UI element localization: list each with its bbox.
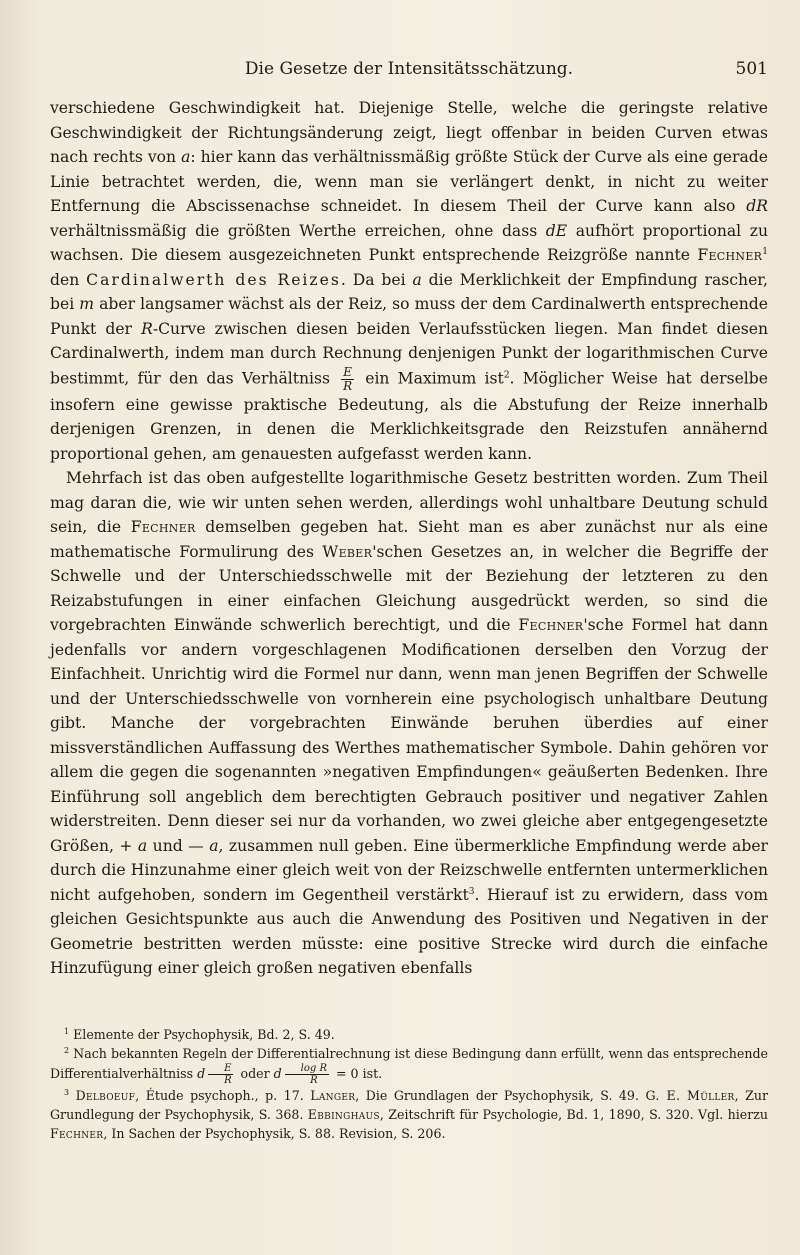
- text-fragment: , Zeitschrift für Psychologie, Bd. 1, 1890, S. 320. Vgl. hierzu: [379, 1107, 768, 1122]
- footnote-1: [50, 1025, 768, 1044]
- fraction-numerator: log R: [285, 1063, 329, 1075]
- author-name: Fechner: [518, 616, 584, 634]
- running-title: Die Gesetze der Intensitätsschätzung.: [244, 59, 574, 79]
- footnote-ref-1: 1: [762, 247, 768, 257]
- footnotes: [50, 1025, 768, 1143]
- fraction-logr-over-r: [285, 1063, 329, 1086]
- text-fragment: d: [273, 1066, 282, 1081]
- text-fragment: demselben gegeben hat. Sieht man es aber zunächst nur als eine mathematische Formulirung des: [50, 518, 768, 561]
- footnote-3: [50, 1086, 768, 1143]
- fraction-e-over-r: [208, 1063, 233, 1086]
- body-text: [50, 96, 768, 981]
- paragraph-1: [50, 96, 768, 466]
- text-fragment: 'sche Formel hat dann jedenfalls vor andern vorgeschlagenen Modificationen derselben den Vorzug der Einfachheit. Unrichtig wird die Formel nur dann, wenn man jenen Begriffen der Schwelle und der Unterschiedsschwelle von vornherein eine psychologisch unhaltbare Deutung gibt. Manche der vorgebrachten Einwände beruhen überdies auf einer missverständlichen Auffassung des Werthes mathematischer Symbole. Dahin gehören vor allem die gegen die sogenannten »negativen Empfindungen« geäußerten Bedenken. Ihre Einführung soll angeblich dem berechtigten Gebrauch positiver und negativer Zahlen widerstreiten. Denn dieser sei nur da vorhanden, wo zwei gleiche aber entgegengesetzte Größen,: [50, 616, 768, 855]
- text-fragment: Elemente der Psychophysik, Bd. 2, S. 49.: [69, 1027, 335, 1042]
- text-fragment: aber langsamer wächst als der Reiz, so muss der dem Cardinalwerth entsprechende Punkt der: [50, 295, 769, 338]
- paragraph-2: [50, 466, 768, 981]
- text-fragment: die Merklichkeit der Empfindung rascher, bei: [50, 270, 768, 313]
- fraction-denominator: R: [224, 1075, 232, 1086]
- author-name: Weber: [322, 542, 373, 561]
- text-fragment: , Die Grundlagen der Psychophysik, S. 49.: [355, 1088, 646, 1103]
- fraction-denominator: R: [343, 378, 353, 393]
- text-fragment: Nach bekannten Regeln der Differentialrechnung ist diese Bedingung dann erfüllt, wenn das entsprechende Differentialverhältniss: [50, 1046, 768, 1081]
- text-fragment: Fechner: [50, 1126, 104, 1141]
- text-fragment: — a: [188, 836, 219, 855]
- text-fragment: . Da bei: [340, 270, 413, 289]
- text-fragment: , In Sachen der Psychophysik, S. 88. Revision, S. 206.: [103, 1126, 446, 1141]
- fraction-denominator: R: [310, 1075, 318, 1086]
- text-fragment: = 0 ist.: [332, 1066, 383, 1081]
- text-fragment: m: [79, 295, 95, 313]
- fraction-numerator: E: [208, 1063, 233, 1075]
- fraction-e-over-r: [341, 366, 354, 393]
- fraction-numerator: E: [343, 364, 353, 379]
- spaced-term: Cardinalwerth des Reizes: [86, 270, 341, 289]
- text-fragment: . Hierauf ist zu erwidern, dass vom gleichen Gesichtspunkte aus auch die Anwendung des Positiven und Negativen in der Geometrie bestritten werden müsste: eine positive Strecke wird durch die einfache Hinzufügung einer gleich großen negativen ebenfalls: [50, 885, 768, 977]
- text-fragment: , Étude psychoph., p. 17.: [135, 1088, 311, 1103]
- text-fragment: R: [141, 319, 153, 338]
- text-fragment: d: [197, 1066, 206, 1081]
- text-fragment: Mehrfach ist das oben aufgestellte logarithmische Gesetz bestritten worden. Zum Theil mag daran die, wie wir unten sehen werden, allerdings wohl unhaltbare Deutung schuld sein, die: [50, 469, 768, 536]
- text-fragment: oder: [236, 1066, 274, 1081]
- author-name: Fechner: [130, 518, 196, 536]
- text-fragment: a: [181, 148, 191, 166]
- text-fragment: Langer: [310, 1088, 356, 1103]
- text-fragment: -Curve zwischen diesen beiden Verlaufsstücken liegen. Man findet diesen Cardinalwerth, indem man durch Rechnung denjenigen Punkt der logarithmischen Curve bestimmt, für den das Verhältniss: [50, 319, 769, 387]
- footnote-2: [50, 1044, 768, 1086]
- text-fragment: 'schen Gesetzes an, in welcher die Begriffe der Schwelle und der Unterschiedsschwelle mit der Beziehung der letzteren zu den Reizabstufungen in einer einfachen Gleichung ausgedrückt werden, so sind die vorgebrachten Einwände schwerlich berechtigt, und die: [50, 542, 769, 634]
- author-name: Fechner: [697, 246, 763, 264]
- text-fragment: Ebbinghaus: [307, 1107, 380, 1122]
- text-fragment: ein Maximum ist: [357, 369, 504, 387]
- text-fragment: dE: [545, 221, 568, 240]
- footnote-ref-2: 2: [503, 370, 510, 380]
- text-fragment: , zusammen null geben. Eine übermerkliche Empfindung werde aber durch die Hinzunahme einer gleich weit von der Reizschwelle entfernten untermerklichen nicht aufgehoben, sondern im Gegentheil verstärkt: [50, 836, 769, 904]
- text-fragment: + a: [119, 836, 148, 855]
- text-fragment: : hier kann das verhältnissmäßig größte Stück der Curve als eine gerade Linie betrachtet werden, die, wenn man sie verlängert denkt, in nicht zu weiter Entfernung die Abscissenachse schneidet. In diesem Theil der Curve kann also: [50, 148, 768, 215]
- text-fragment: 1: [64, 1027, 70, 1036]
- text-fragment: verschiedene Geschwindigkeit hat. Diejenige Stelle, welche die geringste relative Geschwindigkeit der Richtungsänderung zeigt, liegt offenbar in beiden Curven etwas nach rechts von: [50, 99, 768, 166]
- text-fragment: den: [50, 270, 87, 289]
- text-fragment: a: [412, 270, 422, 289]
- text-fragment: , Zur Grundlegung der Psychophysik, S. 368.: [50, 1088, 769, 1122]
- text-fragment: und: [147, 836, 189, 855]
- text-fragment: aufhört proportional zu wachsen. Die diesem ausgezeichneten Punkt entsprechende Reizgröße nannte: [50, 221, 768, 264]
- text-fragment: 3: [64, 1088, 70, 1097]
- page-number: 501: [735, 59, 768, 79]
- text-fragment: G. E. Müller: [645, 1088, 735, 1103]
- text-fragment: . Möglicher Weise hat derselbe insofern eine gewisse praktische Bedeutung, als die Abstufung der Reize innerhalb derjenigen Grenzen, in denen die Merklichkeitsgrade den Reizstufen annähernd proportional gehen, am genauesten aufgefasst werden kann.: [50, 369, 768, 463]
- text-fragment: 2: [64, 1046, 70, 1055]
- page-header: [50, 56, 768, 82]
- text-fragment: Delboeuf: [75, 1088, 136, 1103]
- text-fragment: dR: [746, 197, 768, 215]
- text-fragment: verhältnissmäßig die größten Werthe erreichen, ohne dass: [50, 221, 546, 240]
- footnote-ref-3: 3: [468, 886, 475, 897]
